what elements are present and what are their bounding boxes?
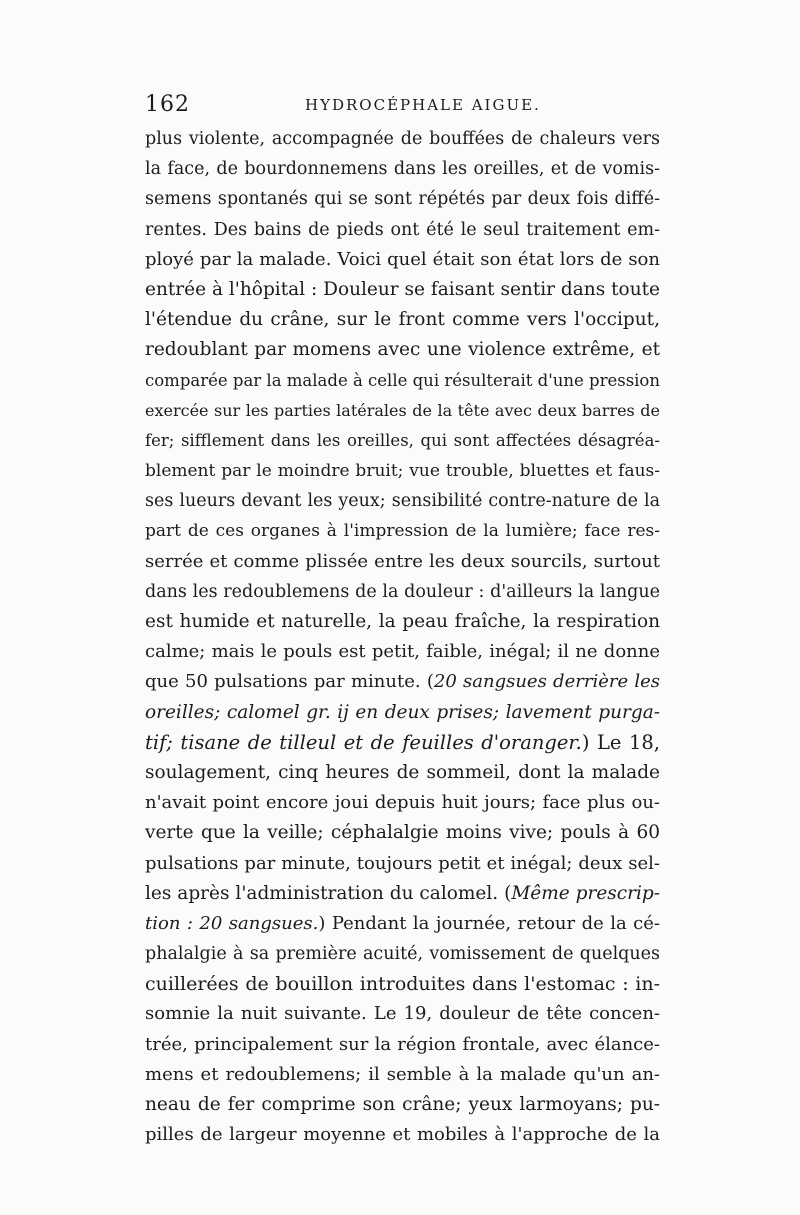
text-line: [145, 577, 660, 607]
text-segment: est humide et naturelle, la peau fraîche, la respiration: [145, 611, 660, 632]
italic-text-segment: 20 sangsues derrière les: [433, 671, 660, 693]
text-segment: ses lueurs devant les yeux; sensibilité contre-nature de la: [145, 491, 660, 512]
text-line: [145, 1120, 660, 1150]
text-line: [145, 637, 660, 667]
running-title: HYDROCÉPHALE AIGUE.: [305, 96, 541, 114]
text-segment: plus violente, accompagnée de bouffées de chaleurs vers: [145, 129, 660, 149]
text-segment: part de ces organes à l'impression de la lumière; face res-: [145, 521, 660, 542]
text-segment: neau de fer comprime son crâne; yeux larmoyans; pu-: [145, 1094, 660, 1115]
text-segment: pulsations par minute, toujours petit et inégal; deux sel-: [145, 852, 660, 874]
text-segment: soulagement, cinq heures de sommeil, dont la malade: [145, 761, 660, 783]
text-segment: l'étendue du crâne, sur le front comme vers l'occiput,: [145, 309, 660, 331]
text-segment: rentes. Des bains de pieds ont été le seul traitement em-: [145, 219, 660, 240]
text-segment: cuillerées de bouillon introduites dans l'estomac : in-: [145, 973, 660, 996]
text-line: [145, 939, 660, 969]
text-line: [145, 275, 660, 305]
page-number: 162: [145, 92, 190, 117]
body-text: [145, 124, 660, 1150]
text-segment: serrée et comme plissée entre les deux sourcils, surtout: [145, 550, 660, 572]
text-segment: verte que la veille; céphalalgie moins vive; pouls à 60: [145, 822, 660, 844]
text-segment: dans les redoublemens de la douleur : d'ailleurs la langue: [145, 581, 660, 602]
text-line: [145, 396, 660, 426]
text-segment: comparée par la malade à celle qui résulterait d'une pression: [145, 370, 660, 390]
text-line: [145, 879, 660, 909]
text-line: [145, 698, 660, 728]
text-line: [145, 245, 660, 275]
italic-text-segment: Même prescrip-: [511, 882, 660, 904]
text-line: [145, 909, 660, 939]
text-line: [145, 154, 660, 184]
text-line: [145, 667, 660, 697]
text-line: [145, 999, 660, 1029]
text-line: [145, 305, 660, 335]
text-segment: entrée à l'hôpital : Douleur se faisant sentir dans toute: [145, 278, 660, 300]
text-segment: les après l'administration du calomel. (: [145, 882, 512, 904]
text-segment: que 50 pulsations par minute. (: [145, 671, 434, 693]
text-segment: la face, de bourdonnemens dans les oreilles, et de vomis-: [145, 159, 660, 180]
text-line: [145, 1030, 660, 1060]
text-line: [145, 124, 660, 154]
text-line: [145, 728, 660, 758]
text-segment: fer; sifflement dans les oreilles, qui sont affectées désagréa-: [145, 430, 660, 450]
text-segment: pilles de largeur moyenne et mobiles à l'approche de la: [145, 1124, 660, 1146]
text-line: [145, 456, 660, 486]
text-line: [145, 1090, 660, 1120]
italic-text-segment: tif; tisane de tilleul et de feuilles d'oranger.: [145, 730, 582, 754]
text-line: [145, 486, 660, 516]
text-segment: mens et redoublemens; il semble à la malade qu'un an-: [145, 1063, 660, 1085]
text-line: [145, 516, 660, 546]
text-segment: ) Le 18,: [581, 730, 660, 754]
text-line: [145, 426, 660, 456]
text-line: [145, 184, 660, 214]
text-segment: redoublant par momens avec une violence extrême, et: [145, 339, 660, 361]
text-line: [145, 818, 660, 848]
text-segment: phalalgie à sa première acuité, vomissement de quelques: [145, 944, 660, 965]
text-line: [145, 366, 660, 396]
text-line: [145, 335, 660, 365]
text-segment: trée, principalement sur la région frontale, avec élance-: [145, 1033, 660, 1055]
text-line: [145, 1060, 660, 1090]
text-line: [145, 607, 660, 637]
text-segment: somnie la nuit suivante. Le 19, douleur de tête concen-: [145, 1003, 660, 1025]
text-line: [145, 215, 660, 245]
text-line: [145, 547, 660, 577]
italic-text-segment: tion : 20 sangsues.: [145, 912, 319, 934]
text-segment: exercée sur les parties latérales de la tête avec deux barres de: [145, 400, 660, 420]
text-segment: ployé par la malade. Voici quel était son état lors de son: [145, 248, 660, 270]
italic-text-segment: oreilles; calomel gr. ij en deux prises; lavement purga-: [145, 701, 660, 723]
text-segment: semens spontanés qui se sont répétés par deux fois diffé-: [145, 189, 660, 210]
text-line: [145, 788, 660, 818]
page-header: [145, 92, 660, 122]
text-segment: blement par le moindre bruit; vue trouble, bluettes et faus-: [145, 461, 660, 482]
text-line: [145, 849, 660, 879]
text-segment: ) Pendant la journée, retour de la cé-: [318, 912, 660, 934]
text-line: [145, 758, 660, 788]
text-segment: calme; mais le pouls est petit, faible, inégal; il ne donne: [145, 641, 660, 663]
text-line: [145, 969, 660, 999]
text-segment: n'avait point encore joui depuis huit jours; face plus ou-: [145, 792, 660, 814]
